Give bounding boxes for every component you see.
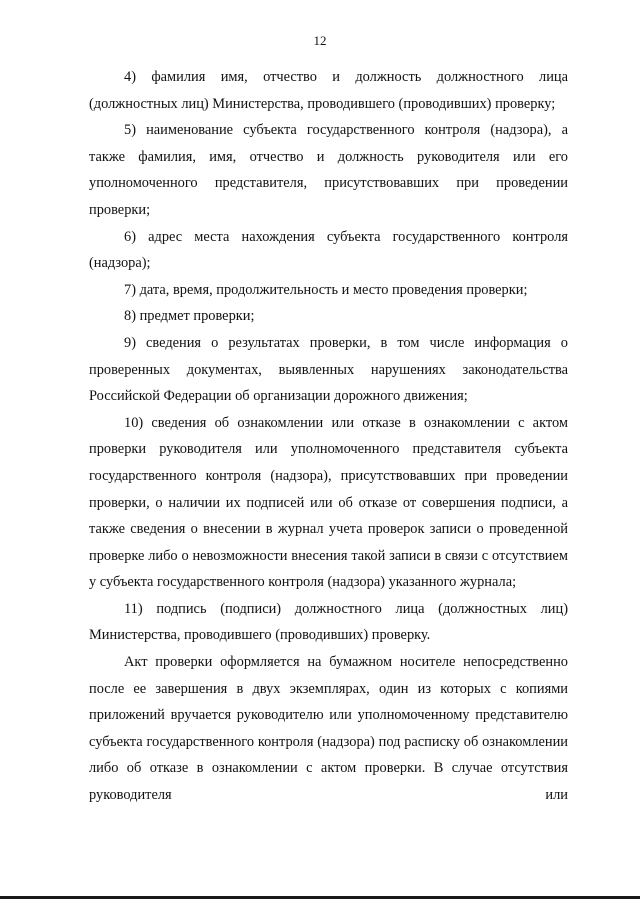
paragraph-item-10: 10) сведения об ознакомлении или отказе в ознакомлении с актом проверки руководителя или уполномоченного представителя субъекта государственного контроля (надзора), присутствовавших при проведении проверки, о наличии их подписей или об отказе от совершения подписи, а также сведения о внесении в журнал учета проверок записи о проведенной проверке либо о невозможности внесения такой записи в связи с отсутствием у субъекта государственного контроля (надзора) указанного журнала; [89, 414, 568, 591]
paragraph-item-7: 7) дата, время, продолжительность и место проведения проверки; [124, 281, 528, 298]
document-body [89, 64, 568, 809]
paragraph-item-4: 4) фамилия имя, отчество и должность должностного лица (должностных лиц) Министерства, проводившего (проводивших) проверку; [89, 69, 568, 112]
paragraph-item-11: 11) подпись (подписи) должностного лица (должностных лиц) Министерства, проводившего (проводивших) проверку. [89, 600, 568, 644]
paragraph-item-8: 8) предмет проверки; [124, 308, 255, 325]
paragraph-act-of-inspection: Акт проверки оформляется на бумажном носителе непосредственно после ее завершения в двух экземплярах, один из которых с копиями приложений вручается руководителю или уполномоченному представителю субъекта государственного контроля (надзора) под расписку об ознакомлении либо об отказе в ознакомлении с актом проверки. В случае отсутствия руководителя или [89, 654, 568, 804]
paragraph-item-5: 5) наименование субъекта государственного контроля (надзора), а также фамилия, имя, отчество и должность руководителя или его уполномоченного представителя, присутствовавших при проведении проверки; [89, 122, 568, 218]
page-bottom-border [0, 896, 640, 899]
paragraph-item-6: 6) адрес места нахождения субъекта государственного контроля (надзора); [89, 228, 568, 272]
paragraph-item-9: 9) сведения о результатах проверки, в том числе информация о проверенных документах, выявленных нарушениях законодательства Российской Федерации об организации дорожного движения; [89, 334, 568, 405]
page-number: 12 [313, 33, 327, 48]
